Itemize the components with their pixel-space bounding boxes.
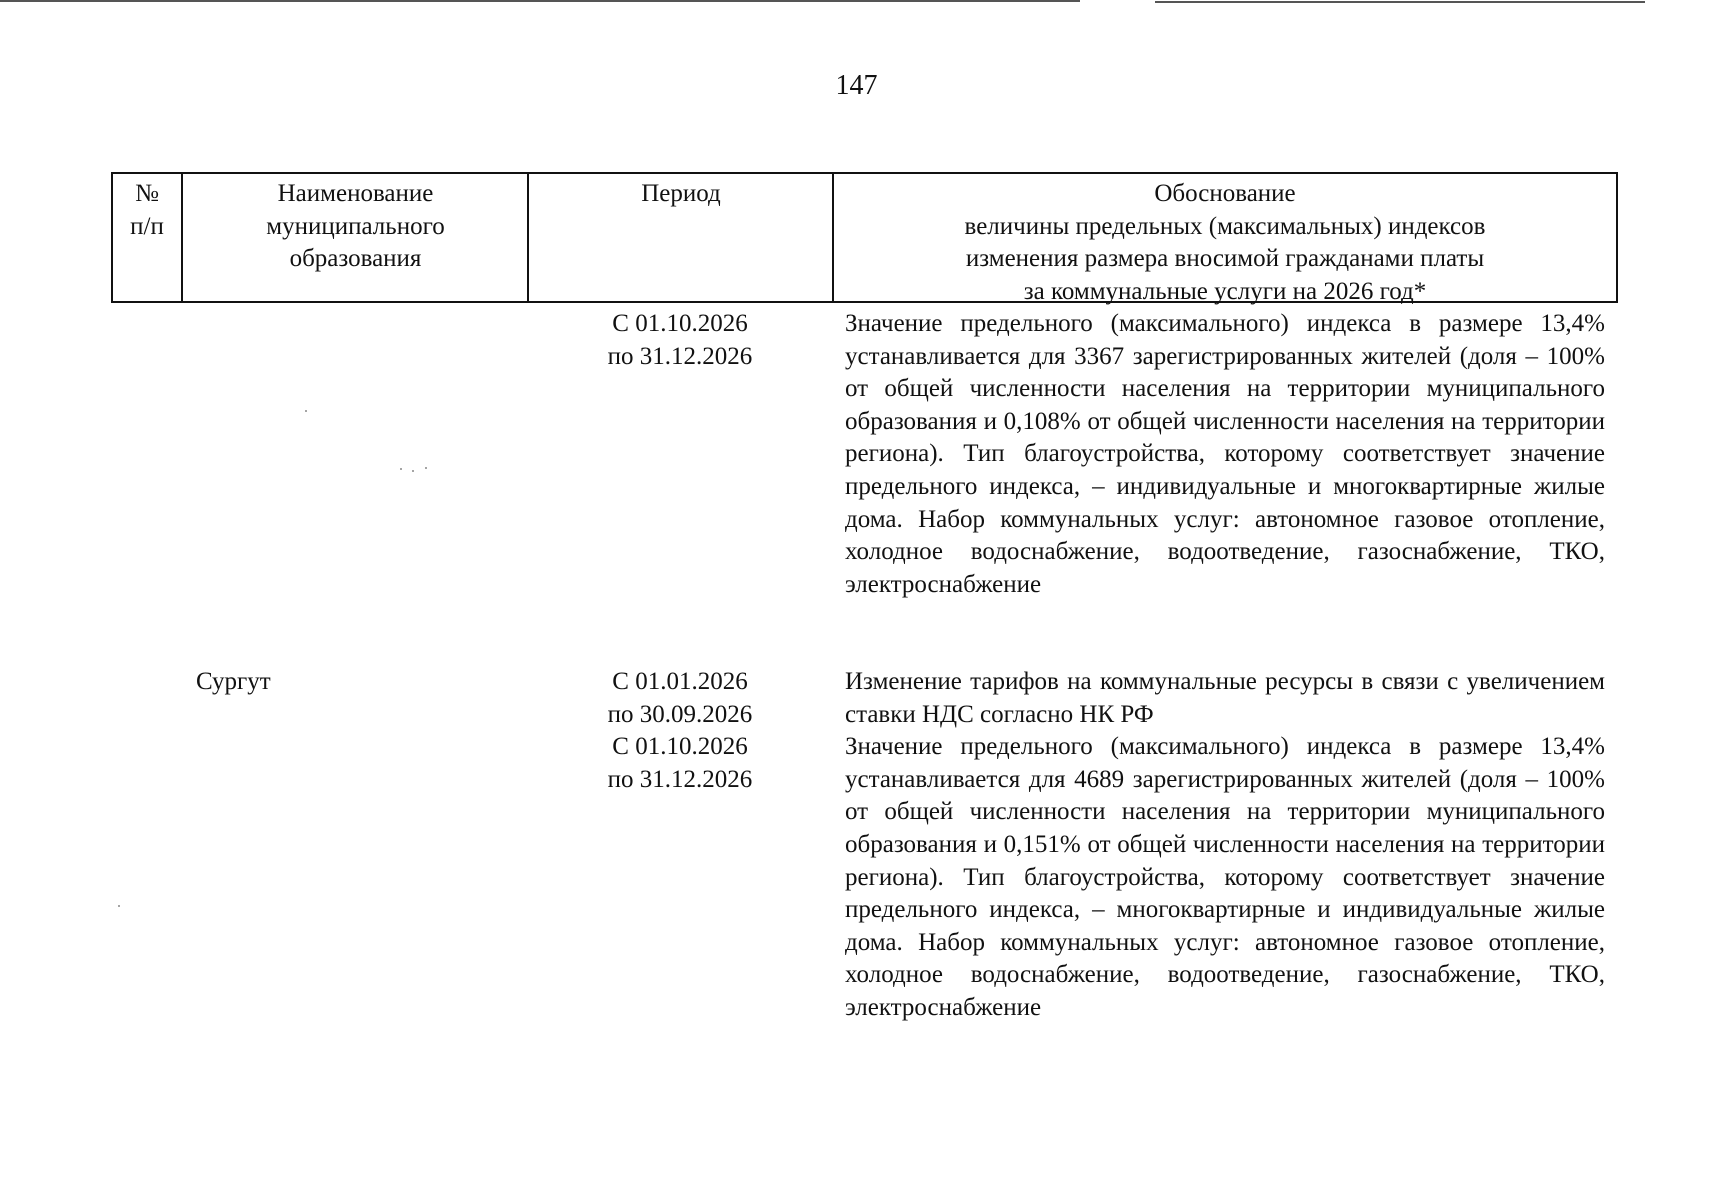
scan-edge-line-right <box>1155 1 1645 3</box>
header-text: Обоснование <box>1154 180 1296 207</box>
header-text: муниципального <box>266 212 445 240</box>
header-text: изменения размера вносимой гражданами платы <box>965 245 1485 272</box>
period-line: по 31.12.2026 <box>607 342 753 370</box>
header-text: величины предельных (максимальных) индексов <box>964 212 1486 240</box>
header-number-column <box>113 174 183 301</box>
period-line: по 30.09.2026 <box>607 700 753 728</box>
scan-speck <box>400 468 402 470</box>
scan-speck <box>412 470 414 472</box>
row-1-period <box>550 308 810 373</box>
scan-speck <box>118 905 120 907</box>
table-header <box>111 172 1618 303</box>
scan-speck <box>305 410 307 412</box>
row-2-municipality: Сургут <box>196 668 271 695</box>
row-1-justification <box>845 308 1605 601</box>
row-2-justification <box>845 666 1605 1025</box>
period-line: по 31.12.2026 <box>607 765 753 793</box>
scan-speck <box>425 467 427 469</box>
header-justification-column <box>834 174 1616 305</box>
header-text: Наименование <box>277 180 434 207</box>
period-line: С 01.01.2026 <box>612 668 748 695</box>
justification-paragraph: Значение предельного (максимального) индекса в размере 13,4% устанавливается для 4689 зарегистрированных жителей (доля – 100% от общей численности населения на территории муниципального образования и 0,151% от общей численности населения на территории региона). Тип благоустройства, которому соответствует значение предельного индекса, – многоквартирные и индивидуальные жилые дома. Набор коммунальных услуг: автономное газовое отопление, холодное водоснабжение, водоотведение, газоснабжение, ТКО, электроснабжение <box>845 733 1605 1021</box>
header-period-column <box>530 174 834 301</box>
header-text: образования <box>289 245 422 272</box>
header-text: п/п <box>130 212 164 240</box>
header-text: № <box>135 180 159 207</box>
page-number: 147 <box>835 70 878 101</box>
row-2-period <box>550 666 810 796</box>
justification-paragraph: Изменение тарифов на коммунальные ресурсы в связи с увеличением ставки НДС согласно НК РФ <box>845 668 1605 728</box>
header-text: за коммунальные услуги на 2026 год* <box>1023 277 1427 305</box>
justification-paragraph: Значение предельного (максимального) индекса в размере 13,4% устанавливается для 3367 зарегистрированных жителей (доля – 100% от общей численности населения на территории муниципального образования и 0,108% от общей численности населения на территории региона). Тип благоустройства, которому соответствует значение предельного индекса, – индивидуальные и многоквартирные жилые дома. Набор коммунальных услуг: автономное газовое отопление, холодное водоснабжение, водоотведение, газоснабжение, ТКО, электроснабжение <box>845 310 1605 598</box>
period-line: С 01.10.2026 <box>612 733 748 761</box>
scan-edge-line-left <box>0 0 1080 2</box>
header-municipality-column <box>184 174 529 301</box>
period-line: С 01.10.2026 <box>612 310 748 337</box>
header-text: Период <box>641 180 721 207</box>
